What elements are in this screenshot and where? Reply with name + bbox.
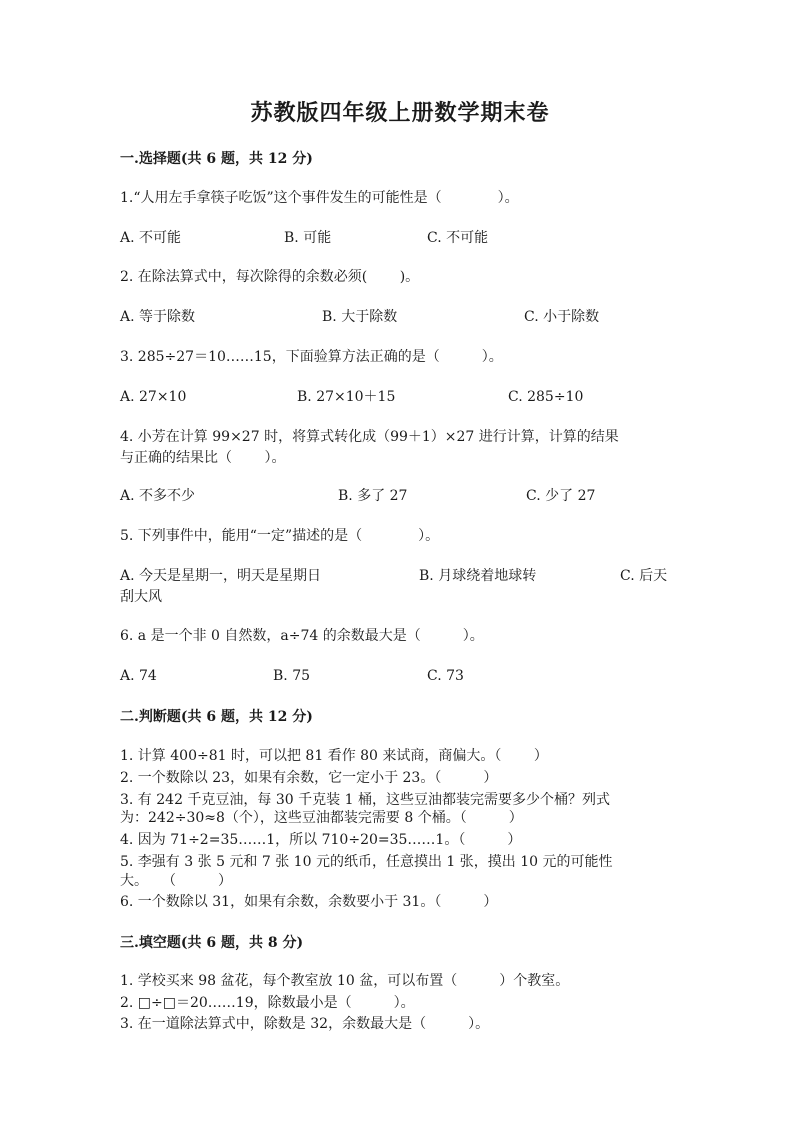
judgment-item-3-line2: 为：242÷30≈8（个），这些豆油都装完需要 8 个桶。（ ） bbox=[120, 810, 523, 826]
q4-option-c: C. 少了 27 bbox=[526, 488, 596, 504]
judgment-item-6: 6. 一个数除以 31，如果有余数，余数要小于 31。（ ） bbox=[120, 894, 498, 910]
judgment-item-5-line1: 5. 李强有 3 张 5 元和 7 张 10 元的纸币，任意摸出 1 张，摸出 10 元的可能性 bbox=[120, 854, 613, 870]
judgment-item-5-line2: 大。 （ ） bbox=[120, 873, 232, 889]
q1-option-c: C. 不可能 bbox=[427, 230, 489, 246]
question-2-text: 2. 在除法算式中，每次除得的余数必须( )。 bbox=[120, 269, 420, 285]
q3-option-c: C. 285÷10 bbox=[508, 389, 584, 405]
q3-option-b: B. 27×10＋15 bbox=[297, 389, 396, 405]
q4-option-b: B. 多了 27 bbox=[338, 488, 408, 504]
judgment-item-3-line1: 3. 有 242 千克豆油，每 30 千克装 1 桶，这些豆油都装完需要多少个桶？列式 bbox=[120, 792, 610, 808]
q2-option-b: B. 大于除数 bbox=[322, 309, 398, 325]
judgment-item-4: 4. 因为 71÷2=35……1，所以 710÷20=35……1。（ ） bbox=[120, 832, 522, 848]
question-5-text: 5. 下列事件中，能用“一定”描述的是（ ）。 bbox=[120, 528, 440, 544]
q5-option-c-continued: 刮大风 bbox=[120, 589, 162, 605]
question-4-line2: 与正确的结果比（ ）。 bbox=[120, 450, 286, 466]
fill-blank-item-3: 3. 在一道除法算式中，除数是 32，余数最大是（ ）。 bbox=[120, 1016, 490, 1032]
q6-option-a: A. 74 bbox=[120, 668, 157, 684]
q3-option-a: A. 27×10 bbox=[120, 389, 187, 405]
page-title: 苏教版四年级上册数学期末卷 bbox=[250, 100, 550, 126]
q6-option-c: C. 73 bbox=[427, 668, 464, 684]
section-heading-choice: 一.选择题(共 6 题，共 12 分) bbox=[120, 151, 313, 167]
question-3-text: 3. 285÷27＝10……15，下面验算方法正确的是（ ）。 bbox=[120, 349, 503, 365]
question-4-line1: 4. 小芳在计算 99×27 时，将算式转化成（99＋1）×27 进行计算，计算的结果 bbox=[120, 429, 619, 445]
section-heading-judgment: 二.判断题(共 6 题，共 12 分) bbox=[120, 709, 313, 725]
q5-option-a: A. 今天是星期一，明天是星期日 bbox=[120, 568, 322, 584]
fill-blank-item-2: 2. □÷□＝20……19，除数最小是（ ）。 bbox=[120, 995, 415, 1011]
q4-option-a: A. 不多不少 bbox=[120, 488, 196, 504]
q6-option-b: B. 75 bbox=[273, 668, 311, 684]
judgment-item-1: 1. 计算 400÷81 时，可以把 81 看作 80 来试商，商偏大。（ ） bbox=[120, 748, 548, 764]
question-6-text: 6. a 是一个非 0 自然数，a÷74 的余数最大是（ ）。 bbox=[120, 628, 484, 644]
question-1-text: 1.“人用左手拿筷子吃饭”这个事件发生的可能性是（ ）。 bbox=[120, 190, 519, 206]
q5-option-c: C. 后天 bbox=[620, 568, 668, 584]
judgment-item-2: 2. 一个数除以 23，如果有余数，它一定小于 23。（ ） bbox=[120, 770, 498, 786]
fill-blank-item-1: 1. 学校买来 98 盆花，每个教室放 10 盆，可以布置（ ）个教室。 bbox=[120, 973, 570, 989]
section-heading-fill-blank: 三.填空题(共 6 题，共 8 分) bbox=[120, 935, 304, 951]
q2-option-a: A. 等于除数 bbox=[120, 309, 196, 325]
q2-option-c: C. 小于除数 bbox=[524, 309, 600, 325]
q1-option-a: A. 不可能 bbox=[120, 230, 182, 246]
q1-option-b: B. 可能 bbox=[284, 230, 332, 246]
q5-option-b: B. 月球绕着地球转 bbox=[419, 568, 537, 584]
